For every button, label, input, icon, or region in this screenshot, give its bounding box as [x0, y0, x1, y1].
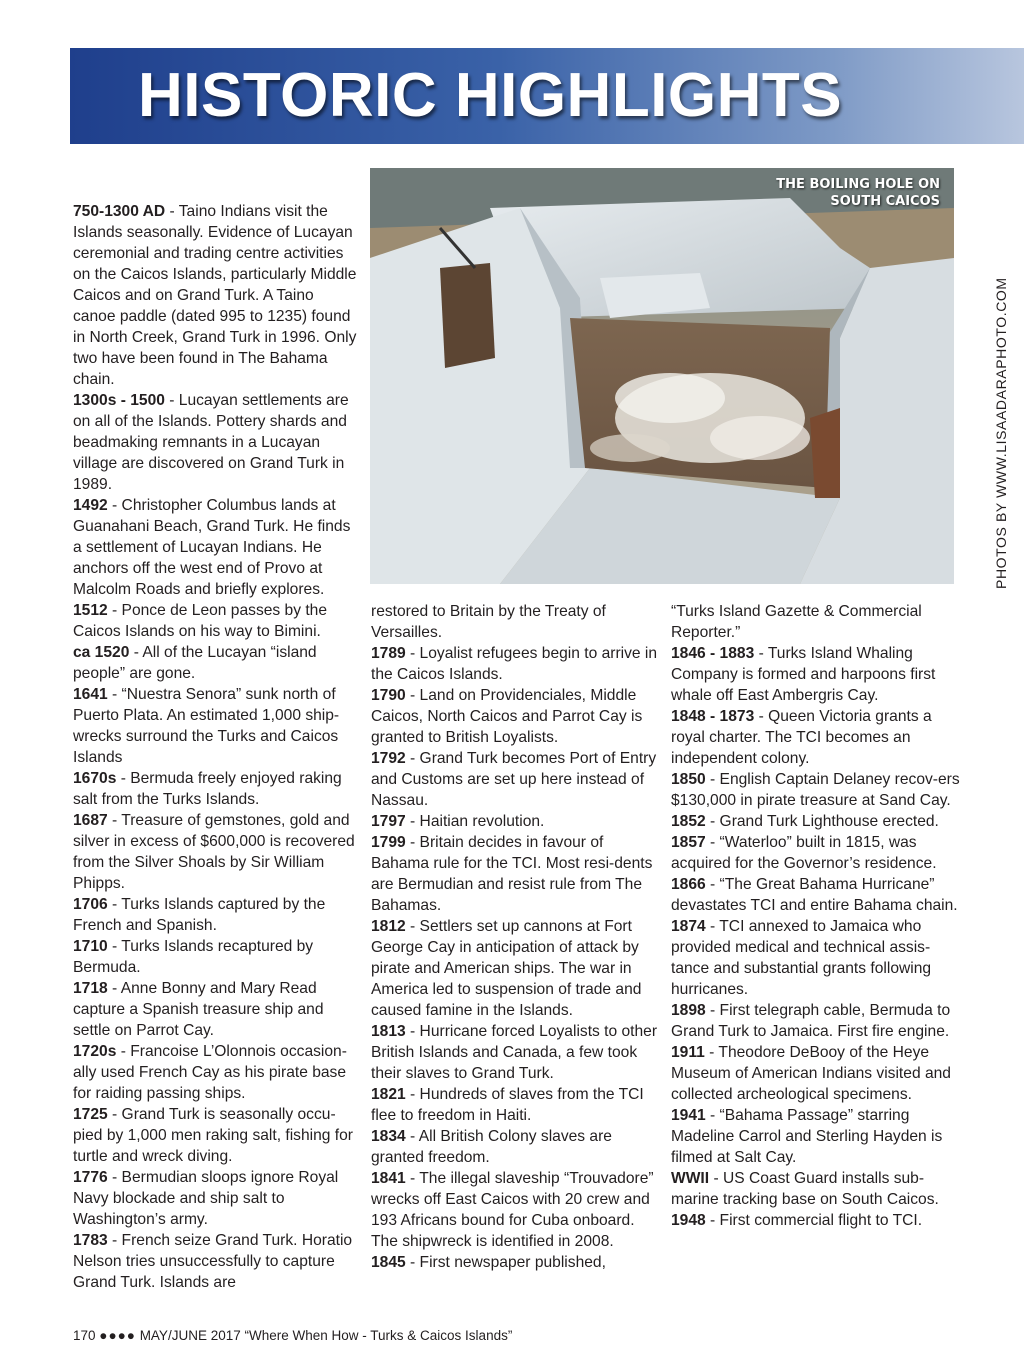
timeline-text: - Francoise L’Olonnois occasion-ally used French Cay as his pirate base for raiding passing ships. [73, 1043, 347, 1102]
photo-caption: THE BOILING HOLE ON SOUTH CAICOS [776, 177, 940, 209]
timeline-year: 1821 [371, 1086, 406, 1103]
timeline-text: - French seize Grand Turk. Horatio Nelson tries unsuccessfully to capture Grand Turk. Islands are [73, 1232, 353, 1291]
timeline-entry [73, 642, 359, 684]
timeline-year: 1799 [371, 834, 406, 851]
timeline-entry [371, 685, 658, 748]
timeline-year: 1512 [73, 602, 108, 619]
timeline-year: 1948 [671, 1212, 706, 1229]
timeline-text: - Treasure of gemstones, gold and silver in excess of $600,000 is recovered from the Silver Shoals by Sir William Phipps. [73, 812, 355, 892]
timeline-entry [73, 600, 359, 642]
timeline-text: - Turks Islands captured by the French and Spanish. [73, 896, 326, 934]
timeline-text: - Anne Bonny and Mary Read capture a Spanish treasure ship and settle on Parrot Cay. [73, 980, 324, 1039]
timeline-entry [73, 1041, 359, 1104]
timeline-entry [671, 832, 961, 874]
timeline-column-1 [73, 201, 359, 1293]
timeline-year: 1725 [73, 1106, 108, 1123]
timeline-entry [671, 916, 961, 1000]
timeline-text: - Bermuda freely enjoyed raking salt from the Turks Islands. [73, 770, 342, 808]
timeline-entry [371, 1168, 658, 1252]
timeline-year: 1789 [371, 645, 406, 662]
timeline-year: 1812 [371, 918, 406, 935]
timeline-text: - Queen Victoria grants a royal charter. The TCI becomes an independent colony. [671, 708, 932, 767]
timeline-entry [73, 495, 359, 600]
timeline-year: 1718 [73, 980, 108, 997]
timeline-text: - “Waterloo” built in 1815, was acquired for the Governor’s residence. [671, 834, 937, 872]
timeline-text: - Taino Indians visit the Islands seasonally. Evidence of Lucayan ceremonial and trading centre activities on the Caicos Islands, particularly Middle Caicos and on Grand Turk. A Taino canoe paddle (dated 995 to 1235) found in North Creek, Grand Turk in 1996. Only two have been found in The Bahama chain. [73, 203, 357, 388]
timeline-year: 1911 [671, 1044, 705, 1061]
timeline-text: - Theodore DeBooy of the Heye Museum of American Indians visited and collected archeological specimens. [671, 1044, 951, 1103]
issue-date: MAY/JUNE 2017 [139, 1328, 241, 1343]
timeline-text: - Hundreds of slaves from the TCI flee to freedom in Haiti. [371, 1086, 644, 1124]
timeline-entry [73, 1230, 359, 1293]
page-number: 170 [73, 1328, 96, 1343]
timeline-entry [73, 936, 359, 978]
timeline-text: - US Coast Guard installs sub-marine tracking base on South Caicos. [671, 1170, 939, 1208]
timeline-text: - “Nuestra Senora” sunk north of Puerto Plata. An estimated 1,000 ship-wrecks surround the Turks and Caicos Islands [73, 686, 340, 766]
timeline-year: 1687 [73, 812, 108, 829]
timeline-entry [73, 201, 359, 390]
timeline-entry [371, 601, 658, 643]
timeline-year: 1300s - 1500 [73, 392, 165, 409]
timeline-text: - English Captain Delaney recov-ers $130,000 in pirate treasure at Sand Cay. [671, 771, 960, 809]
timeline-entry [73, 1104, 359, 1167]
timeline-text: - Hurricane forced Loyalists to other British Islands and Canada, a few took their slaves to Grand Turk. [371, 1023, 658, 1082]
timeline-year: 1857 [671, 834, 706, 851]
page-footer [73, 1328, 512, 1343]
timeline-entry [671, 1168, 961, 1210]
timeline-text: - Loyalist refugees begin to arrive in the Caicos Islands. [371, 645, 658, 683]
timeline-text: - “Bahama Passage” starring Madeline Carrol and Sterling Hayden is filmed at Salt Cay. [671, 1107, 943, 1166]
timeline-year: 1710 [73, 938, 108, 955]
timeline-entry [671, 706, 961, 769]
timeline-column-3 [671, 601, 961, 1231]
timeline-year: 1670s [73, 770, 117, 787]
timeline-text: - “The Great Bahama Hurricane” devastates TCI and entire Bahama chain. [671, 876, 958, 914]
timeline-entry [371, 1021, 658, 1084]
timeline-entry [671, 601, 961, 643]
timeline-text: - Land on Providenciales, Middle Caicos, North Caicos and Parrot Cay is granted to British Loyalists. [371, 687, 643, 746]
timeline-text: - Grand Turk Lighthouse erected. [705, 813, 939, 830]
timeline-year: 1845 [371, 1254, 406, 1271]
timeline-text: - TCI annexed to Jamaica who provided medical and technical assis-tance and substantial grants following hurricanes. [671, 918, 932, 998]
timeline-entry [73, 1167, 359, 1230]
timeline-column-2 [371, 601, 658, 1273]
publication-name: “Where When How - Turks & Caicos Islands” [244, 1328, 513, 1343]
timeline-year: 1834 [371, 1128, 406, 1145]
timeline-entry [73, 768, 359, 810]
timeline-year: 1852 [671, 813, 706, 830]
timeline-entry [371, 1252, 658, 1273]
timeline-year: ca 1520 [73, 644, 130, 661]
timeline-text: - First telegraph cable, Bermuda to Grand Turk to Jamaica. First fire engine. [671, 1002, 951, 1040]
timeline-entry [73, 978, 359, 1041]
timeline-entry [671, 811, 961, 832]
timeline-text: - All British Colony slaves are granted freedom. [371, 1128, 612, 1166]
timeline-year: WWII [671, 1170, 710, 1187]
timeline-entry [371, 643, 658, 685]
timeline-text: - Grand Turk is seasonally occu-pied by 1,000 men raking salt, fishing for turtle and wreck diving. [73, 1106, 353, 1165]
timeline-year: 1898 [671, 1002, 706, 1019]
photo-credit: PHOTOS BY WWW.LISAADARAPHOTO.COM [993, 277, 1009, 589]
timeline-text: - Christopher Columbus lands at Guanahani Beach, Grand Turk. He finds a settlement of Lucayan Indians. He anchors off the west end of Provo at Malcolm Roads and briefly explores. [73, 497, 351, 598]
timeline-year: 1641 [73, 686, 108, 703]
timeline-text: - The illegal slaveship “Trouvadore” wrecks off East Caicos with 20 crew and 193 Africans bound for Cuba onboard. The shipwreck is identified in 2008. [371, 1170, 654, 1250]
timeline-year: 1850 [671, 771, 706, 788]
timeline-year: 1706 [73, 896, 108, 913]
timeline-text: - Bermudian sloops ignore Royal Navy blockade and ship salt to Washington’s army. [73, 1169, 339, 1228]
timeline-text: - Ponce de Leon passes by the Caicos Islands on his way to Bimini. [73, 602, 328, 640]
timeline-year: 1866 [671, 876, 706, 893]
timeline-year: 1790 [371, 687, 406, 704]
timeline-text: - Haitian revolution. [405, 813, 545, 830]
timeline-year: 1941 [671, 1107, 706, 1124]
timeline-entry [671, 1000, 961, 1042]
timeline-entry [371, 916, 658, 1021]
timeline-year: 1492 [73, 497, 108, 514]
boiling-hole-illustration [370, 168, 954, 584]
timeline-entry [671, 769, 961, 811]
timeline-year: 1813 [371, 1023, 406, 1040]
timeline-entry [671, 874, 961, 916]
timeline-entry [671, 1210, 961, 1231]
timeline-text: - Turks Islands recaptured by Bermuda. [73, 938, 314, 976]
photo-boiling-hole [370, 168, 954, 584]
timeline-entry [73, 894, 359, 936]
title-banner [70, 48, 1024, 144]
timeline-entry [371, 832, 658, 916]
timeline-year: 1797 [371, 813, 406, 830]
timeline-entry [371, 748, 658, 811]
timeline-year: 1792 [371, 750, 406, 767]
timeline-text: - First commercial flight to TCI. [705, 1212, 923, 1229]
timeline-text: - Lucayan settlements are on all of the Islands. Pottery shards and beadmaking remnants in a Lucayan village are discovered on Grand Turk in 1989. [73, 392, 349, 493]
timeline-text: - All of the Lucayan “island people” are gone. [73, 644, 317, 682]
timeline-year: 1720s [73, 1043, 117, 1060]
timeline-text: - Turks Island Whaling Company is formed and harpoons first whale off East Ambergris Cay. [671, 645, 936, 704]
timeline-text: - First newspaper published, [405, 1254, 606, 1271]
timeline-entry [73, 684, 359, 768]
page-title: HISTORIC HIGHLIGHTS [138, 61, 843, 130]
timeline-entry [73, 810, 359, 894]
footer-dots: ●●●● [99, 1328, 136, 1343]
timeline-text: - Settlers set up cannons at Fort George Cay in anticipation of attack by pirate and American ships. The war in America led to suspension of trade and caused famine in the Islands. [371, 918, 642, 1019]
timeline-entry [371, 1084, 658, 1126]
timeline-year: 1848 - 1873 [671, 708, 755, 725]
timeline-entry [371, 1126, 658, 1168]
timeline-year: 1841 [371, 1170, 406, 1187]
timeline-entry [371, 811, 658, 832]
timeline-text: “Turks Island Gazette & Commercial Reporter.” [671, 603, 922, 641]
timeline-entry [671, 1042, 961, 1105]
timeline-text: restored to Britain by the Treaty of Versailles. [371, 603, 606, 641]
timeline-year: 1783 [73, 1232, 108, 1249]
timeline-year: 1874 [671, 918, 706, 935]
timeline-year: 750-1300 AD [73, 203, 166, 220]
timeline-text: - Grand Turk becomes Port of Entry and Customs are set up here instead of Nassau. [371, 750, 657, 809]
timeline-year: 1846 - 1883 [671, 645, 755, 662]
timeline-year: 1776 [73, 1169, 108, 1186]
timeline-text: - Britain decides in favour of Bahama rule for the TCI. Most resi-dents are Bermudian and resist rule from The Bahamas. [371, 834, 653, 914]
timeline-entry [671, 643, 961, 706]
timeline-entry [73, 390, 359, 495]
timeline-entry [671, 1105, 961, 1168]
